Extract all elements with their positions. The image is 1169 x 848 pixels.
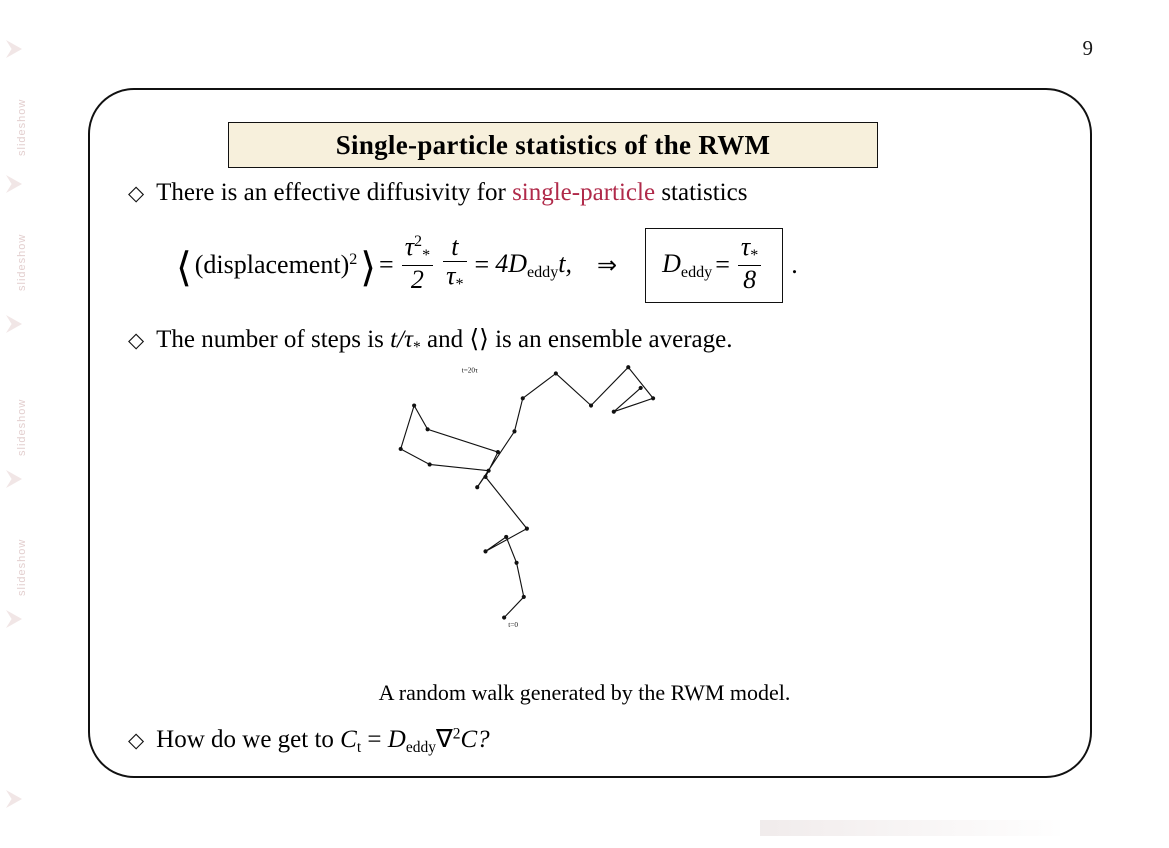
final-laplacian: [436, 726, 460, 753]
equation-frac2-denominator: [443, 261, 466, 294]
equation-frac2-tau: τ: [446, 261, 456, 291]
final-C-sub: t: [356, 738, 362, 756]
figure-caption: A random walk generated by the RWM model.: [378, 680, 791, 705]
boxed-frac-numerator: [738, 233, 761, 265]
diamond-icon: ◇: [128, 181, 145, 205]
equation-angle-close: ⟩: [360, 244, 377, 290]
boxed-equals: =: [715, 250, 730, 280]
final-C-tail: C?: [460, 726, 490, 753]
equation-rhs-coeff: 4D: [495, 248, 527, 278]
random-walk-figure: [380, 360, 740, 660]
final-D-term: [387, 726, 436, 756]
page-edge-smudge: [760, 820, 1060, 836]
bullet-item-3: [128, 725, 490, 758]
final-nabla: ∇: [435, 726, 453, 753]
boxed-D-symbol: D: [662, 248, 681, 278]
bullet-2-steps-math: [390, 326, 421, 356]
bullet-item-1: [128, 178, 747, 208]
equation-frac2-sub: *: [455, 276, 464, 294]
boxed-frac-sub: *: [750, 247, 759, 265]
walk-vertices: [399, 365, 656, 619]
equation-angle-open: ⟨: [176, 244, 192, 290]
equation-lhs-label: (displacement): [194, 250, 350, 280]
bullet-3-text: [156, 725, 489, 758]
equation-frac1-denominator: 2: [402, 265, 433, 294]
equation-lhs-exponent: 2: [349, 251, 358, 269]
slide-title-box: [228, 122, 878, 168]
equation-fraction-tau2-over-2: [402, 233, 433, 294]
boxed-frac-denominator: 8: [738, 265, 761, 294]
bullet-2-steps-sub: *: [412, 338, 421, 356]
boxed-result: [645, 228, 783, 303]
page-number: 9: [1082, 36, 1093, 60]
bullet-1-text-after: statistics: [655, 179, 748, 206]
page-title: Single-particle statistics of the RWM: [335, 129, 771, 160]
final-nabla-sup: 2: [452, 725, 461, 743]
bullet-item-2: [128, 325, 733, 358]
equation-fraction-t-over-tau: [443, 233, 466, 294]
equation-frac1-sub: *: [422, 247, 431, 265]
equation-frac1-numerator: [402, 233, 433, 265]
bullet-2-text-a: The number of steps is: [156, 326, 391, 353]
bullet-3-math: [340, 726, 362, 756]
bullet-2-text: [156, 325, 732, 358]
final-D: D: [387, 726, 406, 753]
equation-frac2-numerator: t: [451, 232, 459, 261]
boxed-fraction: [738, 233, 761, 294]
random-walk-svg: [380, 360, 740, 660]
final-equals: =: [367, 726, 382, 753]
scan-artifacts: slideshow slideshow slideshow slideshow: [0, 0, 46, 848]
walk-path: [401, 367, 653, 617]
bullet-2-text-b: and: [420, 326, 470, 353]
figure-label-start: t=0: [508, 620, 518, 629]
bullet-2-text-c: is an ensemble average.: [488, 326, 733, 353]
equation-rhs-tail: t,: [558, 248, 573, 278]
bullet-1-text: [156, 178, 747, 208]
boxed-D-sub: eddy: [680, 263, 713, 281]
final-C: C: [340, 726, 357, 753]
figure-label-end: t=20τ: [461, 366, 478, 375]
equation-rhs: [495, 249, 572, 282]
bullet-2-angle-brackets: ⟨⟩: [469, 326, 489, 353]
main-equation: [176, 228, 798, 303]
diamond-icon: ◇: [128, 728, 145, 752]
bullet-3-text-before: How do we get to: [156, 726, 341, 753]
equation-lhs-body: [195, 250, 358, 280]
final-D-sub: eddy: [405, 738, 436, 756]
boxed-frac-tau: τ: [740, 232, 751, 261]
equation-rhs-sub: eddy: [526, 263, 559, 281]
bullet-1-highlight: single-particle: [512, 179, 656, 206]
equation-equals-2: =: [474, 250, 490, 280]
boxed-D: [662, 249, 712, 282]
equation-frac1-sup: 2: [414, 233, 423, 251]
equation-frac1-tau: τ: [404, 232, 415, 261]
diamond-icon: ◇: [128, 328, 145, 352]
equation-trailing-period: .: [791, 250, 798, 280]
equation-equals-1: =: [379, 250, 394, 280]
bullet-2-steps: t/τ: [390, 326, 413, 353]
implies-arrow-icon: ⇒: [597, 252, 618, 279]
bullet-1-text-before: There is an effective diffusivity for: [156, 179, 513, 206]
